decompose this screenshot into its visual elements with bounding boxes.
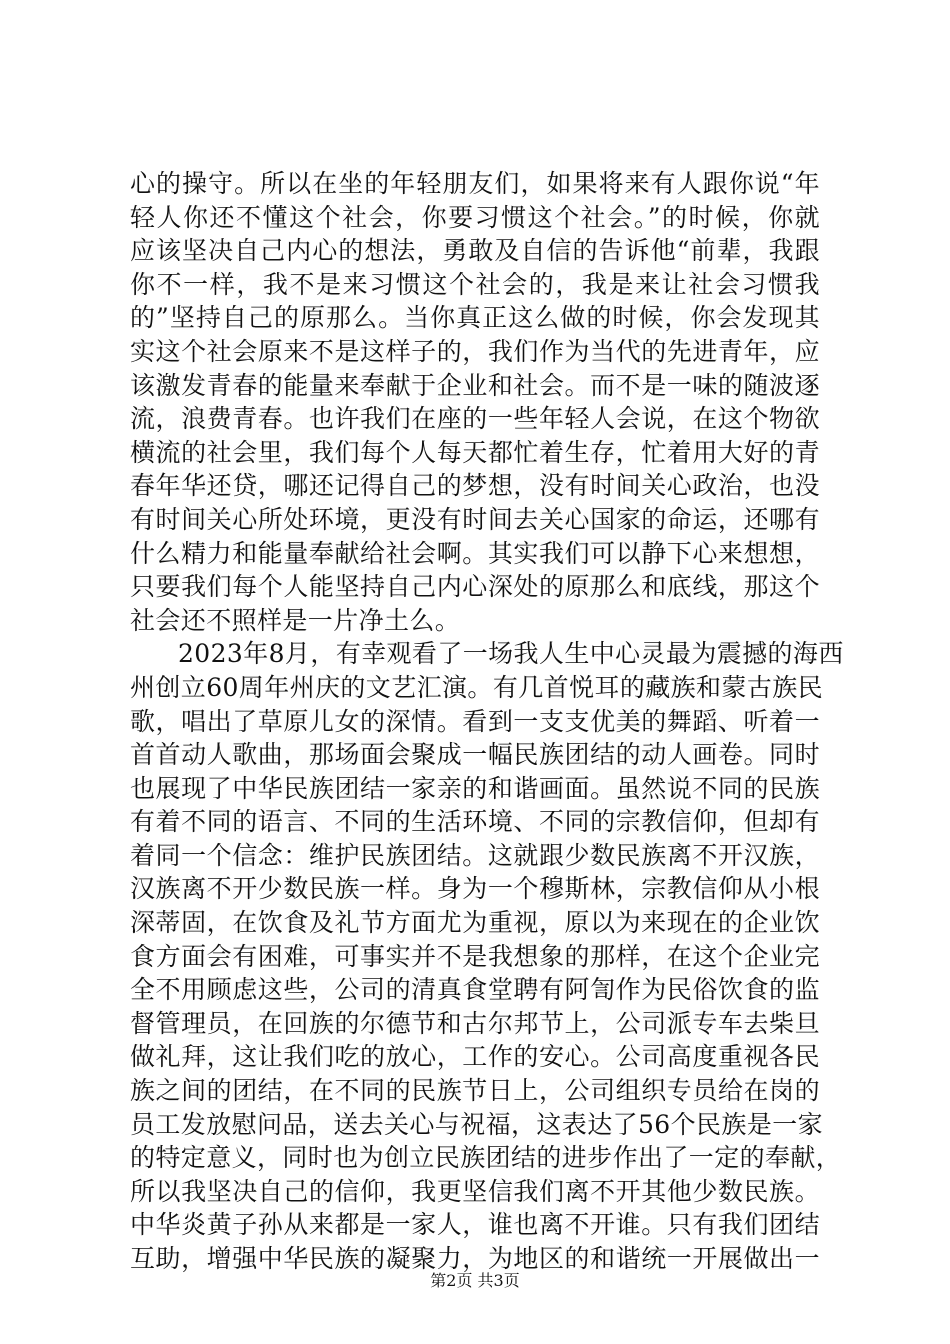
text-line: 深蒂固，在饮食及礼节方面尤为重视，原以为来现在的企业饮 — [130, 908, 820, 938]
text-line: 心的操守。所以在坐的年轻朋友们，如果将来有人跟你说“年 — [130, 169, 820, 198]
text-line: 的”坚持自己的原那么。当你真正这么做的时候，你会发现其 — [130, 303, 820, 333]
text-line: 中华炎黄子孙从来都是一家人，谁也离不开谁。只有我们团结 — [130, 1210, 820, 1240]
text-line: 有时间关心所处环境，更没有时间去关心国家的命运，还哪有 — [130, 504, 820, 534]
text-line: 族之间的团结，在不同的民族节日上，公司组织专员给在岗的 — [130, 1076, 820, 1106]
text-line: 州创立60周年州庆的文艺汇演。有几首悦耳的藏族和蒙古族民 — [130, 672, 824, 702]
text-line: 歌，唱出了草原儿女的深情。看到一支支优美的舞蹈、听着一 — [130, 706, 820, 736]
text-line: 汉族离不开少数民族一样。身为一个穆斯林，宗教信仰从小根 — [130, 874, 820, 904]
text-line: 的特定意义，同时也为创立民族团结的进步作出了一定的奉献， — [130, 1143, 842, 1173]
text-line: 应该坚决自己内心的想法，勇敢及自信的告诉他“前辈，我跟 — [130, 236, 820, 266]
text-line: 流，浪费青春。也许我们在座的一些年轻人会说，在这个物欲 — [130, 404, 820, 434]
text-line: 首首动人歌曲，那场面会聚成一幅民族团结的动人画卷。同时 — [130, 740, 820, 770]
text-line: 实这个社会原来不是这样子的，我们作为当代的先进青年，应 — [130, 336, 820, 366]
body-text — [130, 167, 844, 1276]
text-line: 春年华还贷，哪还记得自己的梦想，没有时间关心政治，也没 — [130, 471, 820, 501]
text-line: 做礼拜，这让我们吃的放心，工作的安心。公司高度重视各民 — [130, 1042, 820, 1072]
text-line: 所以我坚决自己的信仰，我更坚信我们离不开其他少数民族。 — [130, 1176, 820, 1206]
text-line: 该激发青春的能量来奉献于企业和社会。而不是一味的随波逐 — [130, 370, 820, 400]
text-line: 食方面会有困难，可事实并不是我想象的那样，在这个企业完 — [130, 941, 820, 971]
text-line: 什么精力和能量奉献给社会啊。其实我们可以静下心来想想， — [130, 538, 820, 568]
text-line: 横流的社会里，我们每个人每天都忙着生存，忙着用大好的青 — [130, 437, 820, 467]
page-number-footer: 第2页 共3页 — [430, 1271, 520, 1290]
text-line: 社会还不照样是一片净土么。 — [130, 605, 461, 635]
text-line: 着同一个信念：维护民族团结。这就跟少数民族离不开汉族， — [130, 840, 820, 870]
text-line: 有着不同的语言、不同的生活环境、不同的宗教信仰，但却有 — [130, 807, 820, 837]
text-line: 2023年8月，有幸观看了一场我人生中心灵最为震撼的海西 — [178, 639, 844, 669]
text-line: 员工发放慰问品，送去关心与祝福，这表达了56个民族是一家 — [130, 1109, 824, 1139]
text-line: 督管理员，在回族的尔德节和古尔邦节上，公司派专车去柴旦 — [130, 1008, 820, 1038]
text-line: 你不一样，我不是来习惯这个社会的，我是来让社会习惯我 — [130, 269, 820, 299]
text-line: 也展现了中华民族团结一家亲的和谐画面。虽然说不同的民族 — [130, 773, 820, 803]
text-line: 全不用顾虑这些，公司的清真食堂聘有阿訇作为民俗饮食的监 — [130, 975, 820, 1005]
text-line: 轻人你还不懂这个社会，你要习惯这个社会。”的时候，你就 — [130, 202, 820, 232]
text-line: 只要我们每个人能坚持自己内心深处的原那么和底线，那这个 — [130, 572, 820, 602]
text-line: 互助，增强中华民族的凝聚力，为地区的和谐统一开展做出一 — [130, 1244, 820, 1273]
